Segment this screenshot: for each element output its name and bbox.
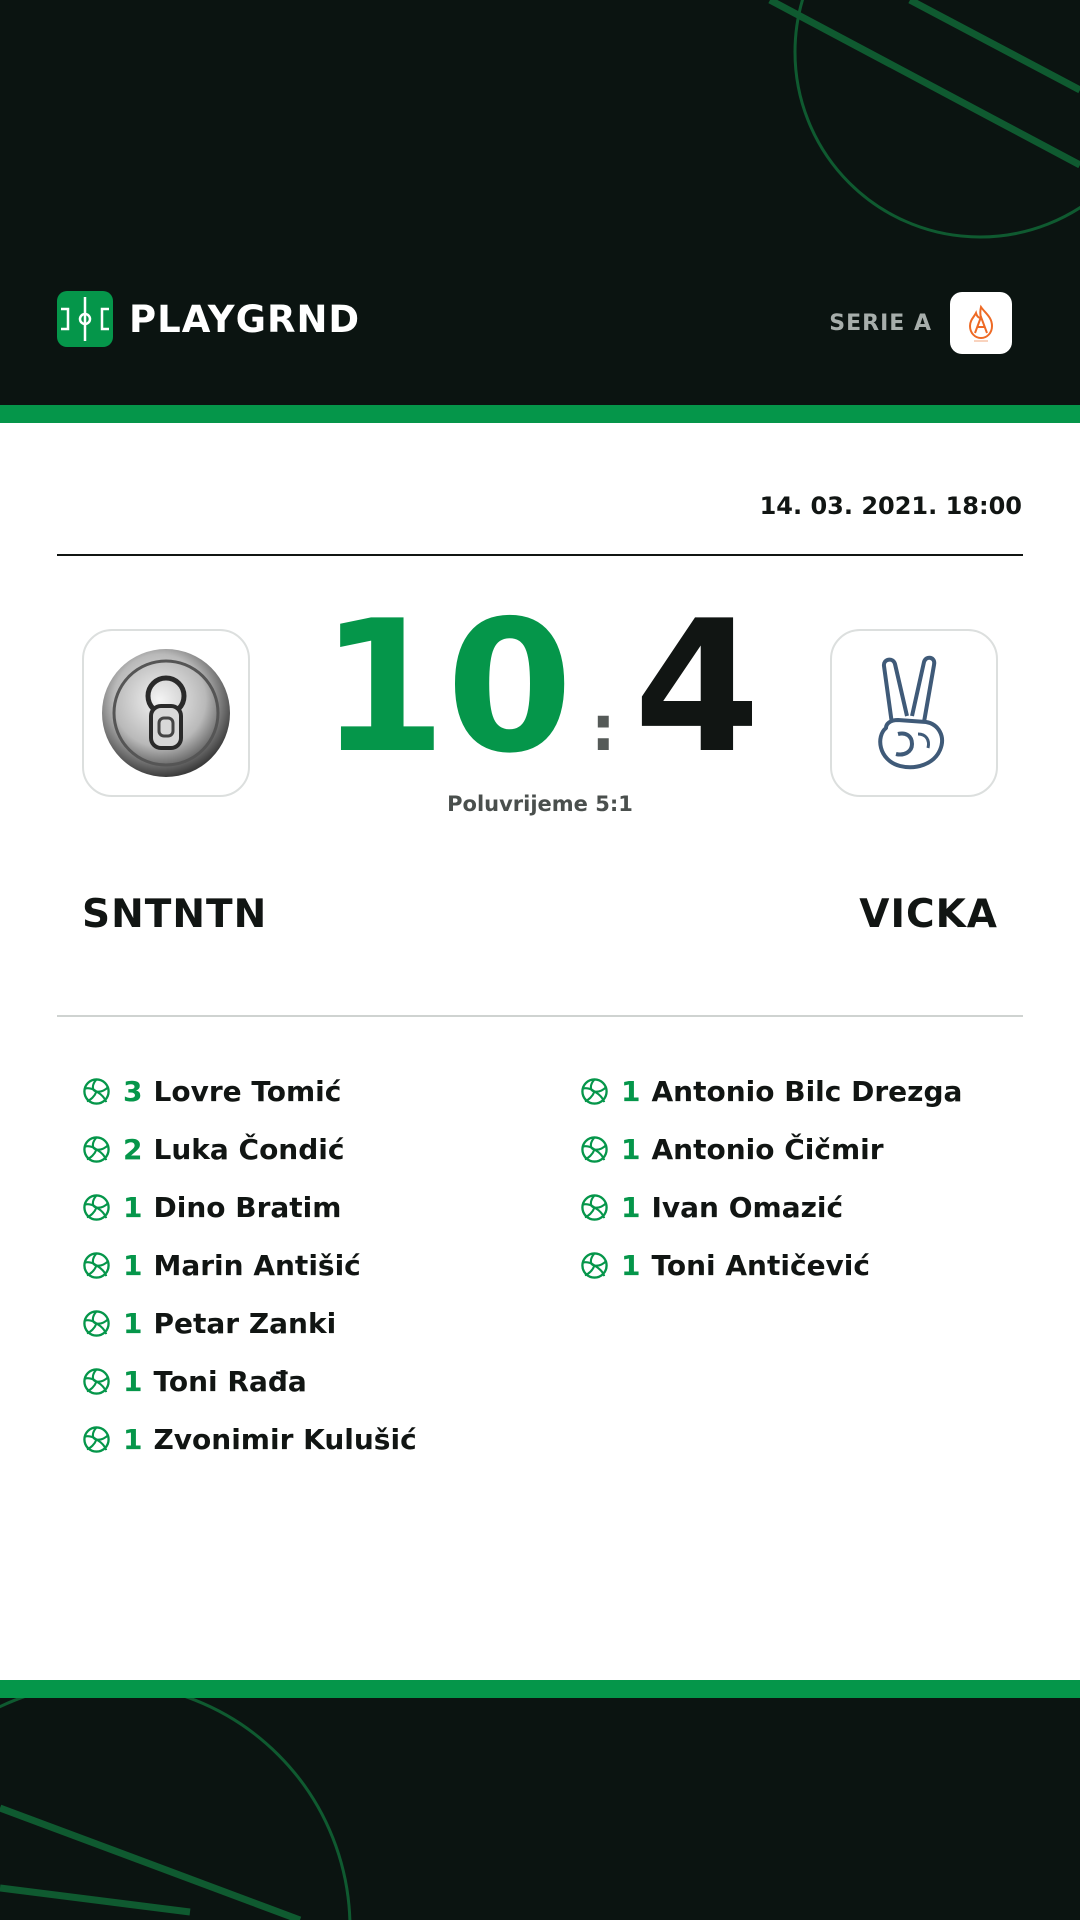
soccer-ball-icon	[82, 1367, 111, 1396]
scorer-row	[82, 1120, 417, 1178]
home-team-name[interactable]: SNTNTN	[82, 892, 268, 937]
soccer-ball-icon	[82, 1251, 111, 1280]
soccer-ball-icon	[580, 1251, 609, 1280]
goal-count: 1	[123, 1190, 143, 1224]
soccer-ball-icon	[82, 1425, 111, 1454]
header-accent-stripe	[0, 405, 1080, 423]
player-name[interactable]: Luka Čondić	[153, 1132, 345, 1166]
soccer-field-icon	[57, 291, 113, 347]
player-name[interactable]: Antonio Bilc Drezga	[651, 1074, 963, 1108]
brand-name: PLAYGRND	[129, 297, 361, 341]
scorer-row	[82, 1294, 417, 1352]
header-band	[0, 0, 1080, 405]
away-team-name[interactable]: VICKA	[859, 892, 998, 937]
scorer-row	[580, 1236, 962, 1294]
divider	[57, 1015, 1023, 1017]
soccer-ball-icon	[82, 1309, 111, 1338]
player-name[interactable]: Lovre Tomić	[153, 1074, 342, 1108]
soccer-ball-icon	[82, 1077, 111, 1106]
player-name[interactable]: Zvonimir Kulušić	[153, 1422, 417, 1456]
player-name[interactable]: Ivan Omazić	[651, 1190, 844, 1224]
match-datetime: 14. 03. 2021. 18:00	[759, 492, 1022, 520]
player-name[interactable]: Antonio Čičmir	[651, 1132, 884, 1166]
player-name[interactable]: Dino Bratim	[153, 1190, 342, 1224]
field-lines-decoration	[0, 1698, 1080, 1920]
scorer-row	[82, 1410, 417, 1468]
goal-count: 1	[621, 1074, 641, 1108]
home-score: 10	[319, 581, 573, 793]
soccer-ball-icon	[580, 1077, 609, 1106]
footer-accent-stripe	[0, 1680, 1080, 1698]
scorer-row	[82, 1352, 417, 1410]
goal-count: 1	[621, 1190, 641, 1224]
goal-count: 1	[123, 1306, 143, 1340]
goal-count: 2	[123, 1132, 143, 1166]
scorer-row	[82, 1236, 417, 1294]
soccer-ball-icon	[580, 1135, 609, 1164]
scorer-row	[580, 1178, 962, 1236]
goal-count: 1	[123, 1364, 143, 1398]
score-separator: :	[590, 692, 616, 765]
goal-count: 1	[621, 1248, 641, 1282]
league[interactable]	[829, 292, 1012, 354]
league-logo-icon	[950, 292, 1012, 354]
scorer-row	[580, 1120, 962, 1178]
soccer-ball-icon	[82, 1135, 111, 1164]
footer-band	[0, 1698, 1080, 1920]
home-scorers-list	[82, 1062, 417, 1468]
away-score: 4	[633, 581, 761, 793]
league-name: SERIE A	[829, 310, 932, 336]
scorer-row	[580, 1062, 962, 1120]
scorer-row	[82, 1178, 417, 1236]
divider	[57, 554, 1023, 556]
goal-count: 1	[621, 1132, 641, 1166]
goal-count: 1	[123, 1422, 143, 1456]
soccer-ball-icon	[82, 1193, 111, 1222]
brand[interactable]	[57, 291, 360, 347]
away-scorers-list	[580, 1062, 962, 1294]
halftime-score: Poluvrijeme 5:1	[447, 792, 633, 816]
player-name[interactable]: Petar Zanki	[153, 1306, 337, 1340]
player-name[interactable]: Toni Antičević	[651, 1248, 871, 1282]
goal-count: 1	[123, 1248, 143, 1282]
scorer-row	[82, 1062, 417, 1120]
player-name[interactable]: Marin Antišić	[153, 1248, 361, 1282]
soccer-ball-icon	[580, 1193, 609, 1222]
goal-count: 3	[123, 1074, 143, 1108]
scoreboard	[0, 581, 1080, 793]
player-name[interactable]: Toni Rađa	[153, 1364, 307, 1398]
